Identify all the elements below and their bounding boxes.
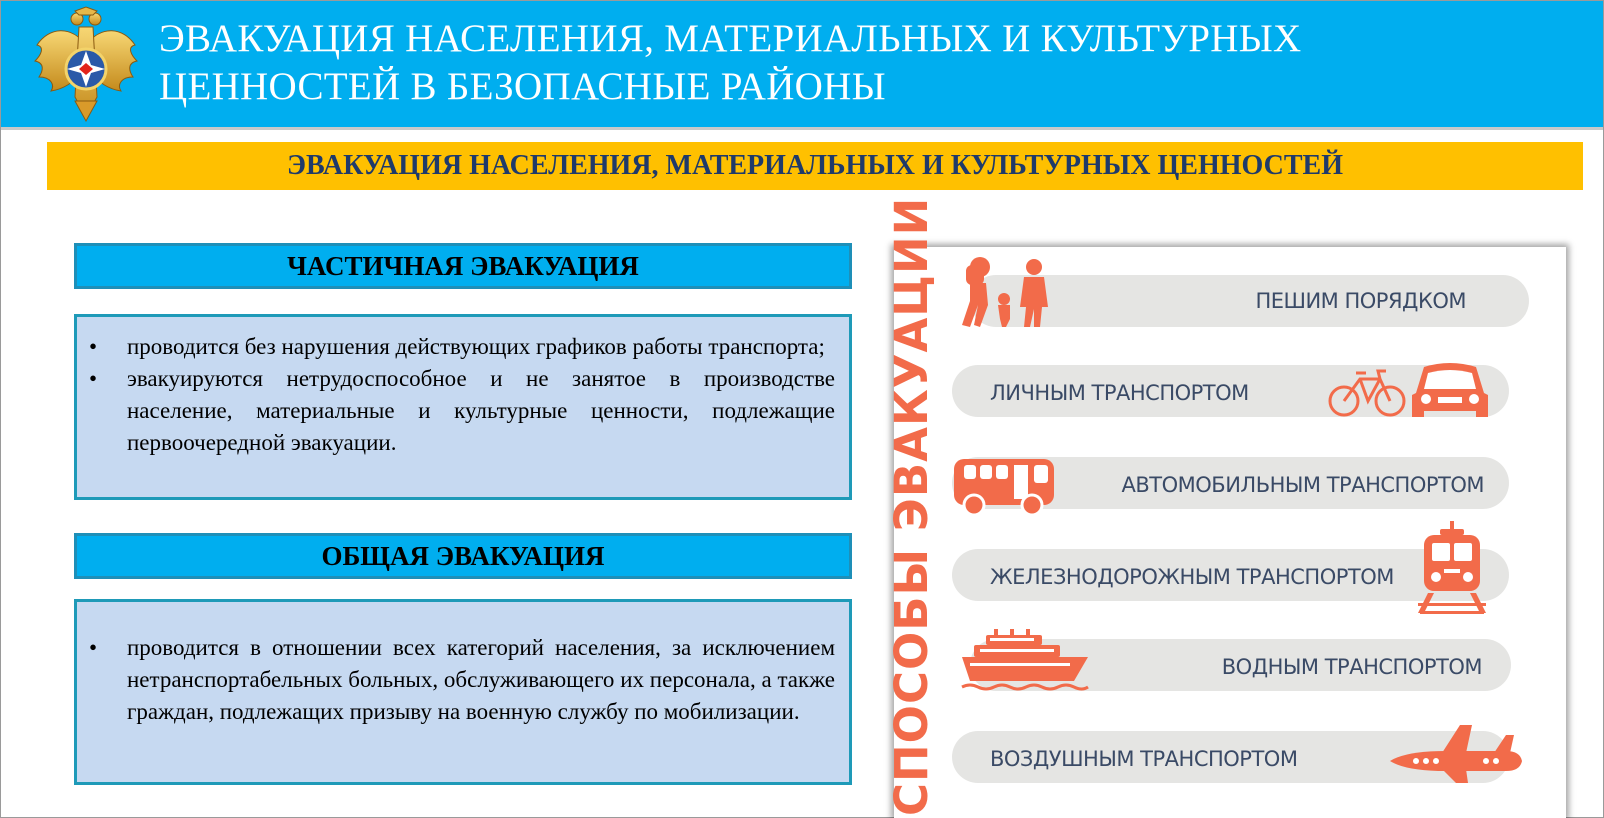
walking-family-icon — [956, 255, 1056, 331]
airplane-icon — [1386, 721, 1526, 785]
train-icon — [1416, 519, 1488, 619]
general-evacuation-list — [77, 632, 849, 728]
ship-icon — [960, 623, 1090, 693]
page-title — [159, 15, 1302, 111]
header-bar — [1, 1, 1603, 130]
partial-evacuation-list — [77, 331, 849, 459]
methods-title: СПОСОБЫ ЭВАКУАЦИИ — [885, 196, 938, 816]
title-line-2: ЦЕННОСТЕЙ В БЕЗОПАСНЫЕ РАЙОНЫ — [159, 65, 886, 108]
method-label: ВОЗДУШНЫМ ТРАНСПОРТОМ — [990, 747, 1298, 771]
mchs-emblem-icon — [31, 5, 141, 123]
method-label: ВОДНЫМ ТРАНСПОРТОМ — [1221, 655, 1482, 679]
list-item: • проводится в отношении всех категорий населения, за исключением нетранспортабельных больных, обслуживающего их персонала, а также граждан, подлежащих призыву на военную службу по мобилизации. — [77, 632, 849, 728]
list-item: • эвакуируются нетрудоспособное и не занятое в производстве население, материальные и культурные ценности, подлежащие первоочередной эвакуации. — [77, 363, 849, 459]
general-evacuation-heading: ОБЩАЯ ЭВАКУАЦИЯ — [74, 533, 852, 579]
bicycle-icon — [1328, 361, 1414, 421]
method-label: ЖЕЛЕЗНОДОРОЖНЫМ ТРАНСПОРТОМ — [990, 565, 1394, 589]
partial-evacuation-heading: ЧАСТИЧНАЯ ЭВАКУАЦИЯ — [74, 243, 852, 289]
method-label: ЛИЧНЫМ ТРАНСПОРТОМ — [990, 381, 1249, 405]
evacuation-methods-panel — [885, 196, 1566, 818]
list-item: • проводится без нарушения действующих графиков работы транспорта; — [77, 331, 849, 363]
car-icon — [1410, 359, 1490, 425]
partial-evacuation-body — [74, 314, 852, 500]
general-evacuation-body — [74, 599, 852, 785]
section-banner: ЭВАКУАЦИЯ НАСЕЛЕНИЯ, МАТЕРИАЛЬНЫХ И КУЛЬТУРНЫХ ЦЕННОСТЕЙ — [47, 142, 1583, 190]
method-label: ПЕШИМ ПОРЯДКОМ — [1255, 289, 1466, 313]
title-line-1: ЭВАКУАЦИЯ НАСЕЛЕНИЯ, МАТЕРИАЛЬНЫХ И КУЛЬТУРНЫХ — [159, 17, 1302, 60]
bus-icon — [952, 457, 1056, 519]
method-label: АВТОМОБИЛЬНЫМ ТРАНСПОРТОМ — [1121, 473, 1484, 497]
